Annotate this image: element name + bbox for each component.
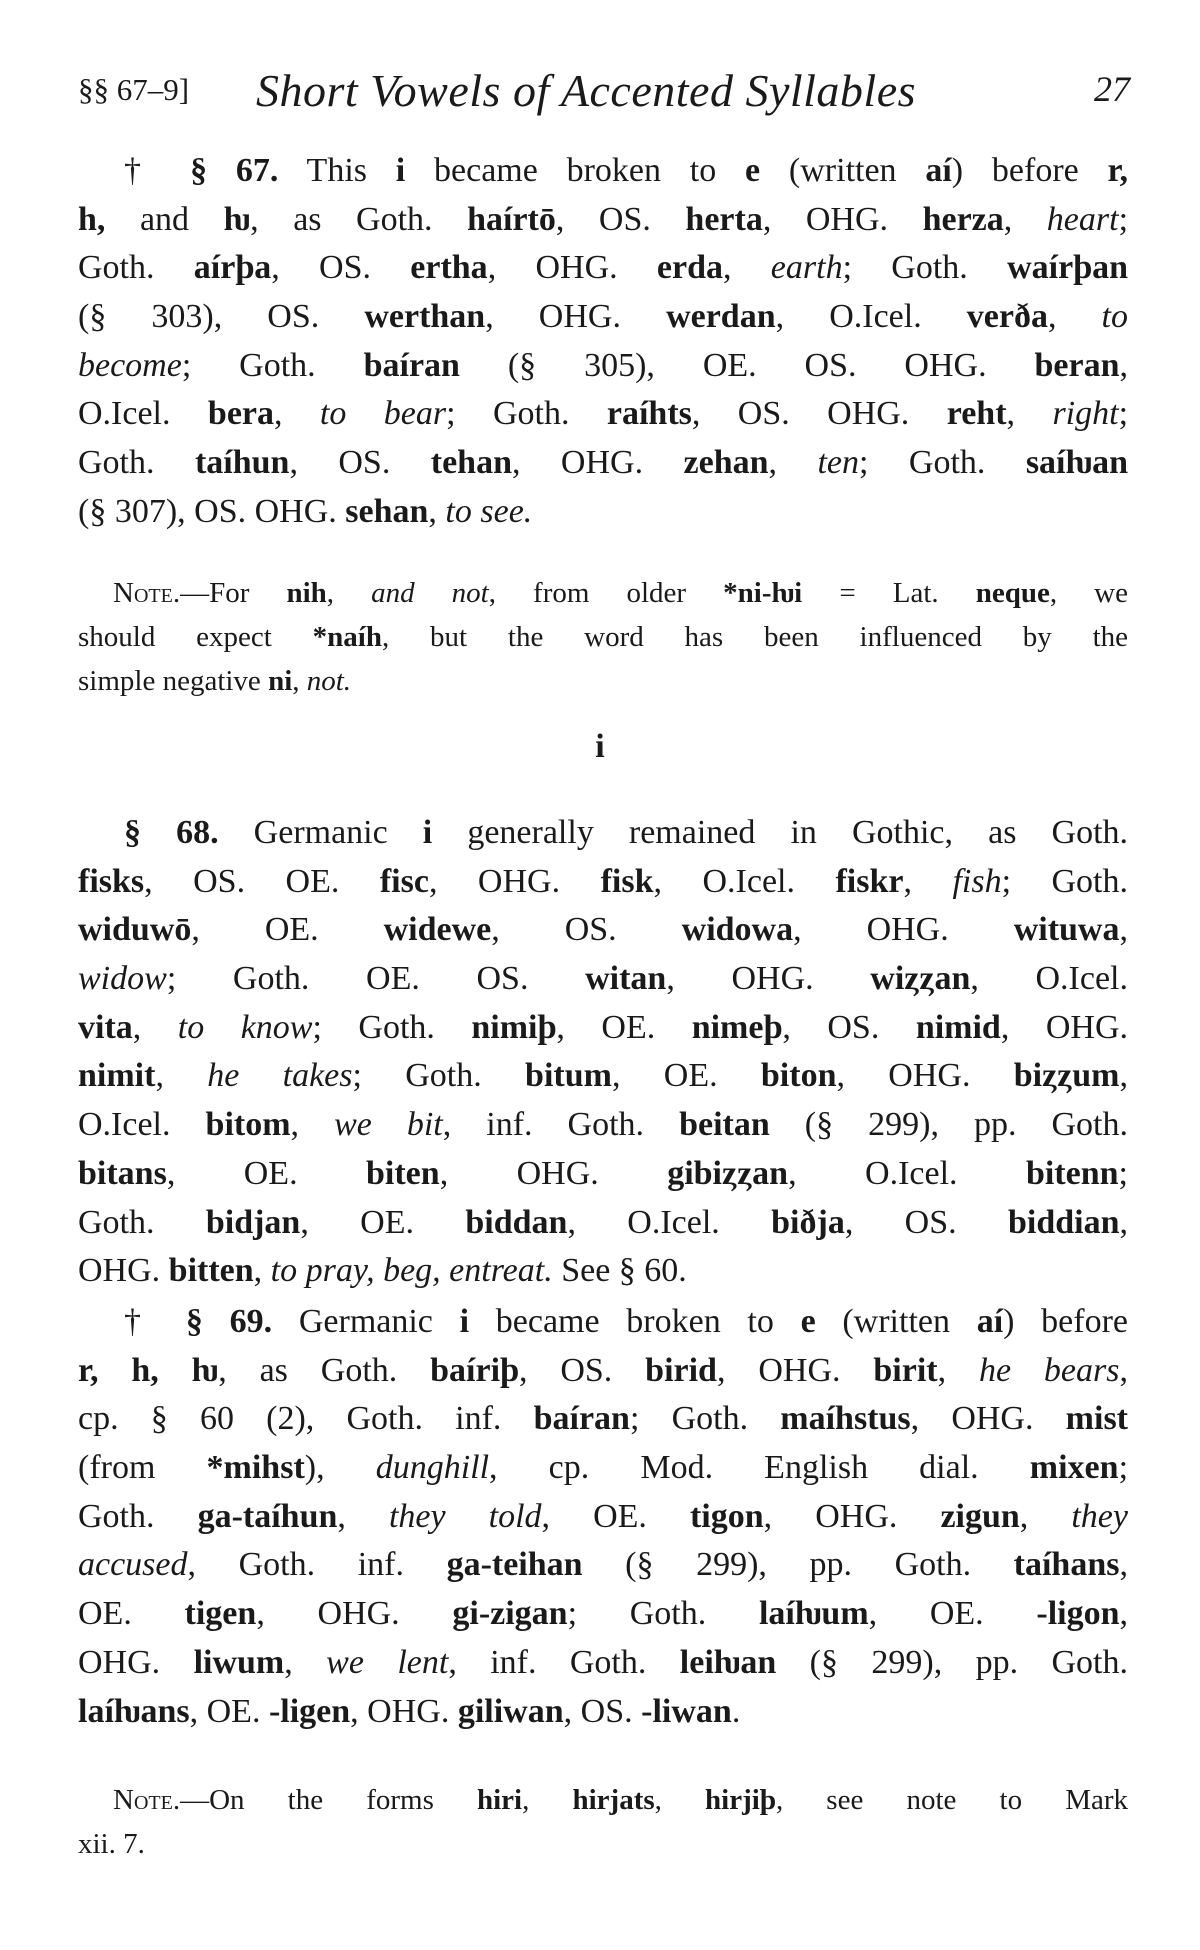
text-run: became broken to: [405, 152, 746, 189]
text-run: (§ 299), pp. Goth.: [776, 1643, 1128, 1681]
italic-gloss: ten: [817, 444, 860, 482]
note-69: [78, 1778, 1128, 1866]
text-run: ,: [337, 1497, 389, 1535]
text-run: , OHG.: [1000, 1008, 1128, 1046]
text-run: Germanic: [272, 1303, 460, 1340]
bold-term: werdan: [666, 298, 776, 336]
bold-term: biddian: [1007, 1203, 1120, 1241]
text-run: .—For: [172, 577, 287, 609]
bold-term: *mihst: [206, 1449, 305, 1487]
bold-term: witan: [585, 960, 667, 998]
text-line: [78, 1778, 1128, 1822]
text-run: (written: [815, 1303, 977, 1340]
bold-term: birid: [645, 1351, 717, 1389]
text-run: , OE.: [189, 1692, 269, 1730]
bold-term: e: [745, 152, 761, 189]
text-run: , OE.: [541, 1497, 690, 1535]
text-run: , see note to Mark: [775, 1784, 1129, 1816]
text-run: , OS.: [289, 444, 431, 482]
text-run: , OHG.: [716, 1351, 874, 1389]
bold-term: r, h, ƕ: [78, 1351, 219, 1389]
text-run: ),: [304, 1449, 376, 1487]
bold-term: mist: [1065, 1400, 1128, 1438]
bold-term: nih: [286, 577, 327, 609]
text-run: (§ 307), OS. OHG.: [78, 492, 346, 530]
text-run: ,: [903, 862, 953, 900]
page-number: 27: [1094, 69, 1130, 109]
text-run: , OS.: [844, 1203, 1008, 1241]
italic-gloss: accused: [78, 1546, 188, 1584]
text-run: ; Goth.: [842, 249, 1008, 287]
bold-term: wiȥȥan: [870, 960, 971, 998]
bold-term: ertha: [410, 249, 488, 287]
bold-term: erda: [656, 249, 724, 287]
text-run: , OS.: [491, 911, 682, 949]
italic-gloss: right: [1052, 395, 1119, 433]
text-run: ; Goth.: [446, 395, 607, 433]
italic-gloss: and not: [371, 577, 489, 609]
text-run: became broken to: [469, 1303, 801, 1340]
text-run: , OHG.: [836, 1057, 1014, 1095]
text-run: ,: [274, 395, 320, 433]
italic-gloss: earth: [770, 249, 843, 287]
bold-term: tehan: [430, 444, 512, 482]
text-line: [78, 1004, 1128, 1053]
text-run: , cp. Mod. English dial.: [489, 1449, 1030, 1487]
section-heading-i: i: [595, 728, 605, 765]
bold-term: fisks: [78, 862, 145, 900]
text-run: This: [278, 152, 396, 189]
bold-term: bitom: [205, 1106, 291, 1144]
bold-term: -ligon: [1036, 1595, 1120, 1633]
text-line: [78, 1639, 1128, 1688]
bold-term: haírtō: [467, 200, 556, 238]
bold-term: nimiþ: [471, 1008, 557, 1046]
text-run: ) before: [1003, 1303, 1129, 1340]
bold-term: § 68.: [124, 814, 219, 851]
text-run: (written: [760, 152, 926, 189]
text-line: [78, 1541, 1128, 1590]
bold-term: biddan: [465, 1203, 568, 1241]
text-run: ,: [428, 492, 446, 530]
text-line: [78, 955, 1128, 1004]
text-run: ; Goth. OE. OS.: [166, 960, 586, 998]
bold-term: gi-zigan: [452, 1595, 568, 1633]
bold-term: ga-teihan: [446, 1546, 583, 1584]
bold-term: aírþa: [193, 249, 272, 287]
bold-term: biȥȥum: [1013, 1057, 1120, 1095]
text-run: , OS.: [563, 1692, 642, 1730]
text-run: , OHG.: [793, 911, 1014, 949]
bold-term: *naíh: [312, 621, 382, 653]
text-run: ,: [768, 444, 818, 482]
bold-term: biten: [366, 1154, 440, 1192]
bold-term: beitan: [679, 1106, 770, 1144]
text-run: , inf. Goth.: [442, 1106, 680, 1144]
italic-gloss: to see.: [445, 492, 533, 530]
bold-term: beran: [1034, 346, 1120, 384]
text-run: .—On the forms: [172, 1784, 477, 1816]
bold-term: r,: [1107, 152, 1128, 189]
bold-term: herta: [685, 200, 763, 238]
paragraph-67: [78, 147, 1128, 537]
text-run: , O.Icel.: [653, 862, 836, 900]
text-run: , as Goth.: [250, 200, 468, 238]
text-run: , OE.: [300, 1203, 466, 1241]
bold-term: tigon: [689, 1497, 764, 1535]
text-run: Goth.: [78, 1497, 198, 1535]
text-run: ; Goth.: [181, 346, 364, 384]
text-line: [78, 1052, 1128, 1101]
text-run: ; Goth.: [312, 1008, 472, 1046]
italic-gloss: widow: [78, 960, 167, 998]
text-run: See § 60.: [552, 1252, 687, 1290]
text-run: , OE.: [611, 1057, 761, 1095]
bold-term: hirjats: [572, 1784, 655, 1816]
bold-term: biton: [760, 1057, 837, 1095]
text-run: OHG.: [78, 1252, 169, 1290]
text-run: , OE.: [166, 1154, 366, 1192]
text-run: , from older: [488, 577, 724, 609]
text-run: , OHG.: [763, 1497, 941, 1535]
text-line: [78, 196, 1128, 245]
text-run: ,: [253, 1252, 271, 1290]
italic-gloss: we bit: [334, 1106, 443, 1144]
text-line: [78, 858, 1128, 907]
bold-term: h,: [78, 200, 106, 238]
text-line: [78, 147, 1128, 196]
text-line: [78, 1688, 1128, 1737]
bold-term: saíƕan: [1025, 444, 1128, 482]
bold-term: tigen: [184, 1595, 257, 1633]
bold-term: nimid: [915, 1008, 1001, 1046]
text-run: (from: [78, 1449, 207, 1487]
text-run: and: [105, 200, 224, 238]
text-run: simple negative: [78, 665, 269, 697]
text-run: , OS.: [271, 249, 411, 287]
text-line: [78, 659, 1128, 703]
text-run: , OS. OHG.: [691, 395, 947, 433]
text-run: , O.Icel.: [567, 1203, 772, 1241]
italic-gloss: fish: [952, 862, 1002, 900]
bold-term: ƕ: [223, 200, 251, 238]
bold-term: wituwa: [1013, 911, 1120, 949]
text-run: ; Goth.: [567, 1595, 759, 1633]
text-run: , OHG.: [910, 1400, 1066, 1438]
bold-term: werthan: [364, 298, 486, 336]
bold-term: § 69.: [185, 1303, 273, 1340]
bold-term: bitans: [78, 1154, 167, 1192]
text-line: [78, 1298, 1128, 1347]
text-run: ; Goth.: [1001, 862, 1129, 900]
text-line: [78, 1493, 1128, 1542]
text-run: ,: [155, 1057, 208, 1095]
text-run: , we: [1049, 577, 1128, 609]
bold-term: -ligen: [268, 1692, 351, 1730]
header-section-range: §§ 67–9]: [78, 72, 190, 107]
text-run: ,: [1003, 200, 1047, 238]
text-run: ,: [1119, 346, 1128, 384]
bold-term: nimeþ: [691, 1008, 783, 1046]
text-run: , OHG.: [762, 200, 923, 238]
bold-term: ga-taíhun: [197, 1497, 338, 1535]
text-run: should expect: [78, 621, 313, 653]
text-run: , OHG.: [485, 298, 667, 336]
text-run: OHG.: [78, 1643, 194, 1681]
text-line: [78, 1199, 1128, 1248]
bold-term: *ni-ƕi: [723, 577, 803, 609]
bold-term: zigun: [940, 1497, 1020, 1535]
text-run: ;: [1118, 200, 1129, 238]
text-run: ; Goth.: [859, 444, 1026, 482]
bold-term: laíƕans: [78, 1692, 190, 1730]
text-run: ;: [1118, 395, 1129, 433]
text-run: OE.: [78, 1595, 185, 1633]
text-run: ,: [1119, 1595, 1128, 1633]
bold-term: neque: [975, 577, 1050, 609]
bold-term: zehan: [683, 444, 769, 482]
italic-gloss: not.: [306, 665, 352, 697]
text-run: ,: [1019, 1497, 1072, 1535]
bold-term: laíƕum: [758, 1595, 869, 1633]
bold-term: baíriþ: [430, 1351, 519, 1389]
bold-term: i: [395, 152, 406, 189]
bold-term: biðja: [771, 1203, 845, 1241]
bold-term: i: [459, 1303, 470, 1340]
bold-term: hirjiþ: [705, 1784, 776, 1816]
text-run: ; Goth.: [352, 1057, 526, 1095]
text-run: , OHG.: [666, 960, 871, 998]
text-line: [78, 571, 1128, 615]
text-run: , OHG.: [256, 1595, 453, 1633]
text-run: ,: [1047, 298, 1102, 336]
text-run: , OHG.: [428, 862, 601, 900]
text-run: ;: [1118, 1449, 1129, 1487]
text-run: , but the word has been influenced by the: [381, 621, 1128, 653]
text-run: †: [124, 152, 191, 189]
text-run: ,: [284, 1643, 327, 1681]
bold-term: aí: [976, 1303, 1004, 1340]
text-line: [78, 1247, 1128, 1296]
text-line: [78, 439, 1128, 488]
bold-term: aí: [925, 152, 952, 189]
text-run: ;: [1118, 1154, 1128, 1192]
text-line: [78, 1822, 1128, 1866]
bold-term: giliwan: [457, 1692, 564, 1730]
bold-term: liwum: [193, 1643, 285, 1681]
italic-gloss: he takes: [207, 1057, 353, 1095]
text-run: Goth.: [78, 1203, 206, 1241]
text-run: , OE.: [191, 911, 384, 949]
text-run: ,: [723, 249, 771, 287]
text-run: , OE.: [868, 1595, 1037, 1633]
paragraph-69: [78, 1298, 1128, 1736]
running-header: [78, 58, 1130, 114]
text-run: O.Icel.: [78, 1106, 206, 1144]
bold-term: widuwō: [78, 911, 192, 949]
italic-gloss: they told: [388, 1497, 542, 1535]
bold-term: -liwan: [641, 1692, 732, 1730]
note-label: Note: [113, 577, 173, 609]
bold-term: bitum: [525, 1057, 612, 1095]
text-line: [78, 906, 1128, 955]
text-run: ,: [1119, 1203, 1129, 1241]
bold-term: fiskr: [835, 862, 904, 900]
bold-term: reht: [946, 395, 1007, 433]
bold-term: bitten: [168, 1252, 254, 1290]
text-run: , OE.: [556, 1008, 692, 1046]
text-run: (§ 305), OE. OS. OHG.: [459, 346, 1035, 384]
bold-term: maíhstus: [780, 1400, 911, 1438]
text-line: [78, 809, 1128, 858]
text-line: [78, 342, 1128, 391]
italic-gloss: he bears: [978, 1351, 1120, 1389]
text-run: , O.Icel.: [788, 1154, 1026, 1192]
text-run: = Lat.: [802, 577, 976, 609]
text-run: ,: [132, 1008, 178, 1046]
text-run: ,: [654, 1784, 706, 1816]
italic-gloss: to: [1101, 298, 1128, 336]
note-label: Note: [113, 1784, 173, 1816]
text-run: , OS.: [518, 1351, 646, 1389]
bold-term: baíran: [533, 1400, 630, 1438]
text-run: ,: [937, 1351, 979, 1389]
bold-term: gibiȥȥan: [667, 1154, 789, 1192]
text-run: ) before: [951, 152, 1108, 189]
bold-term: bitenn: [1025, 1154, 1119, 1192]
text-run: ,: [1119, 911, 1128, 949]
bold-term: fisc: [379, 862, 429, 900]
text-run: ,: [326, 577, 372, 609]
text-run: , Goth. inf.: [187, 1546, 447, 1584]
text-run: , as Goth.: [218, 1351, 431, 1389]
text-run: Goth.: [78, 444, 195, 482]
bold-term: sehan: [345, 492, 429, 530]
bold-term: mixen: [1029, 1449, 1119, 1487]
bold-term: baíran: [363, 346, 460, 384]
bold-term: taíhans: [1013, 1546, 1120, 1584]
bold-term: waírþan: [1007, 249, 1129, 287]
text-line: [78, 1101, 1128, 1150]
text-run: ,: [1119, 1351, 1128, 1389]
bold-term: verða: [966, 298, 1048, 336]
italic-gloss: heart: [1046, 200, 1119, 238]
bold-term: taíhun: [194, 444, 290, 482]
text-run: O.Icel.: [78, 395, 208, 433]
bold-term: ni: [268, 665, 293, 697]
text-run: , O.Icel.: [775, 298, 967, 336]
text-line: [78, 1444, 1128, 1493]
text-run: (§ 299), pp. Goth.: [582, 1546, 1014, 1584]
italic-gloss: to bear: [319, 395, 447, 433]
note-67: [78, 571, 1128, 703]
text-run: , inf. Goth.: [448, 1643, 680, 1681]
bold-term: widowa: [681, 911, 794, 949]
text-run: ,: [292, 665, 307, 697]
bold-term: herza: [922, 200, 1004, 238]
text-run: cp. § 60 (2), Goth. inf.: [78, 1400, 534, 1438]
bold-term: e: [800, 1303, 816, 1340]
bold-term: bera: [207, 395, 275, 433]
text-line: [78, 1590, 1128, 1639]
bold-term: widewe: [383, 911, 492, 949]
text-run: †: [124, 1303, 186, 1340]
bold-term: nimit: [78, 1057, 156, 1095]
header-title: Short Vowels of Accented Syllables: [256, 65, 917, 116]
paragraph-68: [78, 809, 1128, 1296]
text-run: , OHG.: [512, 444, 684, 482]
bold-term: leiƕan: [679, 1643, 777, 1681]
bold-term: bidjan: [205, 1203, 301, 1241]
text-run: .: [731, 1692, 741, 1730]
text-run: , OS. OE.: [144, 862, 380, 900]
text-run: ; Goth.: [629, 1400, 781, 1438]
bold-term: hiri: [476, 1784, 523, 1816]
text-run: , O.Icel.: [970, 960, 1128, 998]
italic-gloss: they: [1071, 1497, 1128, 1535]
text-run: xii. 7.: [78, 1828, 145, 1860]
text-line: [78, 1395, 1128, 1444]
bold-term: vita: [78, 1008, 133, 1046]
text-run: ,: [1006, 395, 1053, 433]
text-run: , OS.: [782, 1008, 916, 1046]
text-run: (§ 299), pp. Goth.: [769, 1106, 1128, 1144]
text-line: [78, 1150, 1128, 1199]
bold-term: i: [422, 814, 433, 851]
text-run: ,: [522, 1784, 573, 1816]
text-line: [78, 615, 1128, 659]
text-run: generally remained in Gothic, as Goth.: [432, 814, 1129, 851]
bold-term: fisk: [600, 862, 654, 900]
italic-gloss: to pray, beg, entreat.: [270, 1252, 553, 1290]
text-run: , OHG.: [350, 1692, 458, 1730]
text-run: Goth.: [78, 249, 194, 287]
text-line: [78, 390, 1128, 439]
text-run: ,: [290, 1106, 335, 1144]
text-line: [78, 1347, 1128, 1396]
text-run: , OHG.: [487, 249, 657, 287]
italic-gloss: we lent: [326, 1643, 449, 1681]
bold-term: § 67.: [190, 152, 279, 189]
italic-gloss: to know: [177, 1008, 313, 1046]
text-line: [78, 293, 1128, 342]
text-run: (§ 303), OS.: [78, 298, 365, 336]
text-run: , OHG.: [439, 1154, 668, 1192]
italic-gloss: become: [78, 346, 182, 384]
text-run: , OS.: [555, 200, 686, 238]
text-run: ,: [1119, 1057, 1129, 1095]
bold-term: raíhts: [606, 395, 692, 433]
italic-gloss: dunghill: [375, 1449, 490, 1487]
text-run: Germanic: [218, 814, 423, 851]
bold-term: birit: [873, 1351, 938, 1389]
text-line: [78, 244, 1128, 293]
text-run: ,: [1119, 1546, 1128, 1584]
text-line: [78, 488, 1128, 537]
